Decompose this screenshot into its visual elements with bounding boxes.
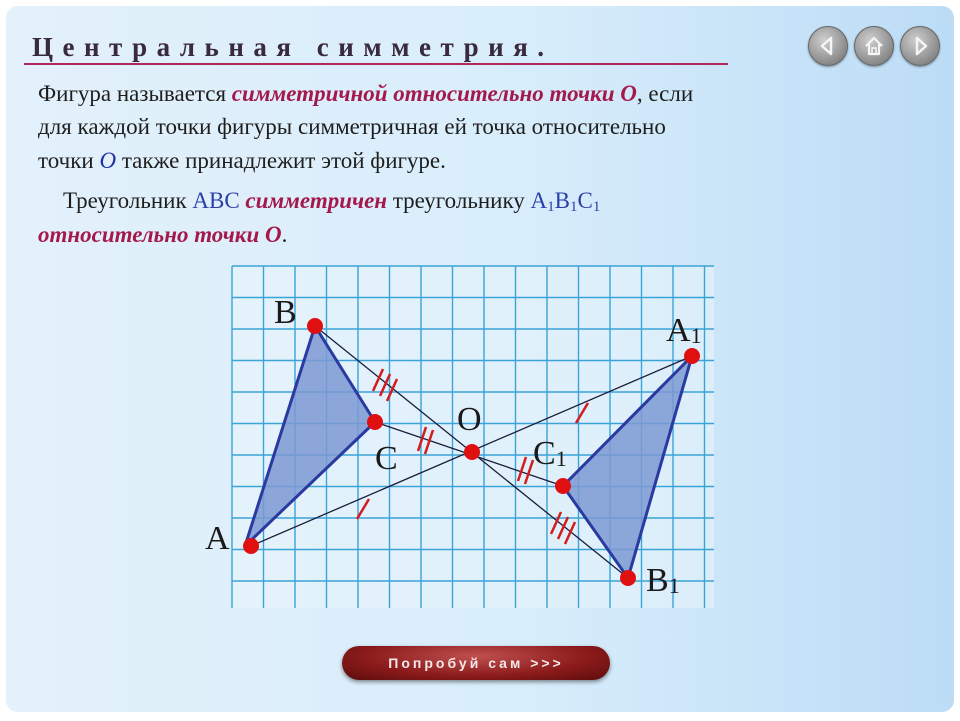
- definition-term: симметричной относительно точки: [231, 81, 621, 106]
- slide: [6, 6, 954, 712]
- point-o: [464, 444, 480, 460]
- symmetry-figure: [6, 6, 954, 712]
- label-o: O: [457, 401, 482, 438]
- label-b1: B1: [646, 562, 680, 599]
- definition-line-2: для каждой точки фигуры симметричная ей точка относительно: [38, 114, 666, 139]
- point-c1: [555, 478, 571, 494]
- point-o-ref: O: [620, 81, 637, 106]
- label-b: B: [274, 294, 297, 331]
- definition-text: Фигура называется: [38, 81, 232, 106]
- label-a: A: [205, 520, 230, 557]
- example-term: симметричен: [245, 188, 388, 213]
- example-text: треугольнику: [387, 188, 531, 213]
- definition-text: , если: [636, 81, 694, 106]
- label-a1: A1: [666, 312, 702, 349]
- example-text: Треугольник: [63, 188, 193, 213]
- point-b: [307, 318, 323, 334]
- definition-text: точки: [38, 148, 100, 173]
- try-yourself-button[interactable]: [342, 646, 610, 680]
- point-o-ref: O: [99, 148, 117, 173]
- page-title: Центральная симметрия.: [32, 32, 554, 62]
- point-c: [367, 414, 383, 430]
- label-c: C: [375, 440, 398, 477]
- triangle-a1b1c1-label: $A_1B_1C_1$: [530, 188, 601, 215]
- point-a: [243, 538, 259, 554]
- point-b1: [620, 570, 636, 586]
- triangle-abc-label: ABC: [192, 188, 240, 213]
- example-term: относительно точки O: [38, 222, 282, 247]
- label-c1: C1: [533, 435, 567, 472]
- definition-text: также принадлежит этой фигуре.: [116, 148, 446, 173]
- try-yourself-label: Попробуй сам >>>: [388, 655, 564, 671]
- point-a1: [684, 348, 700, 364]
- example-text: .: [281, 222, 288, 247]
